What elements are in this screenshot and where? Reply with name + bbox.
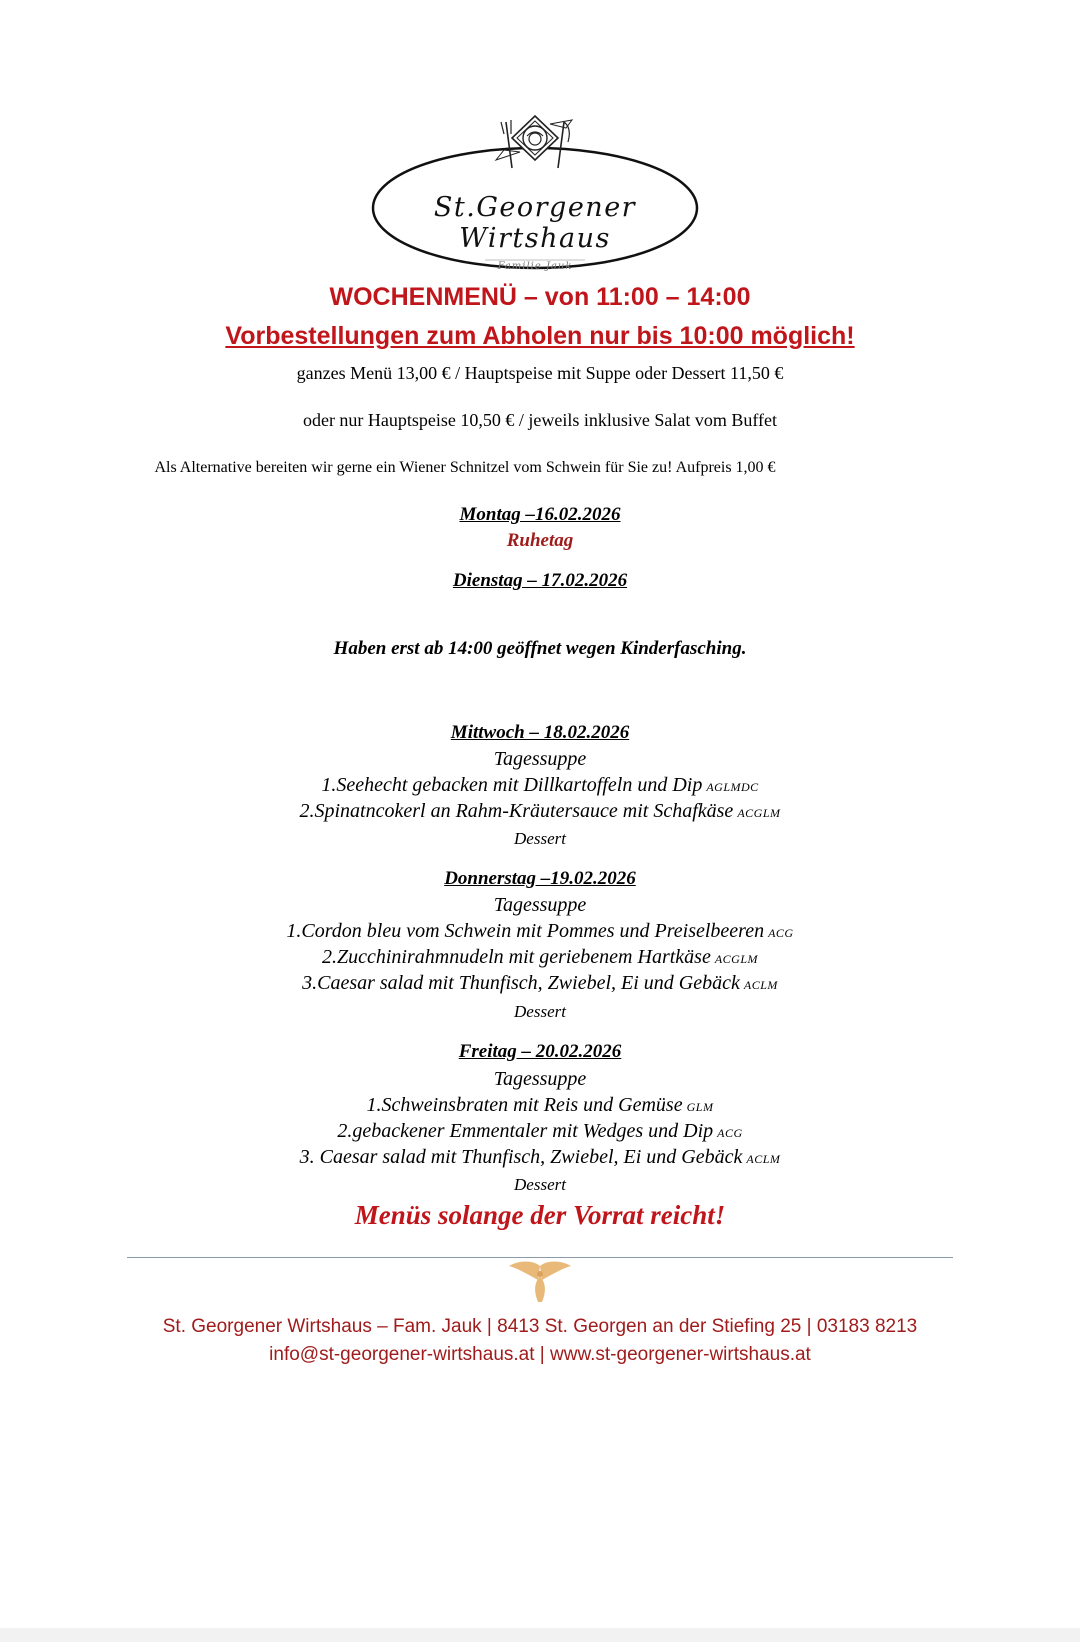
day-heading-wednesday: Mittwoch – 18.02.2026 <box>450 722 630 743</box>
dish-item: 2.Zucchinirahmnudeln mit geriebenem Hartkäse ACGLM <box>322 946 758 968</box>
dish-item: 1.Seehecht gebacken mit Dillkartoffeln und Dip AGLMDC <box>321 774 759 796</box>
preorder-notice: Vorbestellungen zum Abholen nur bis 10:00 möglich! <box>225 322 855 350</box>
footer-contact[interactable]: info@st-georgener-wirtshaus.at | www.st-georgener-wirtshaus.at <box>269 1344 811 1365</box>
allergen-codes: AGLMDC <box>706 780 759 794</box>
allergen-codes: ACGLM <box>737 806 781 820</box>
dessert-wednesday: Dessert <box>514 829 566 848</box>
alternative-note: Als Alternative bereiten wir gerne ein Wiener Schnitzel vom Schwein für Sie zu! Aufpreis 1,00 € <box>154 459 776 476</box>
leaf-ornament-icon <box>505 1258 575 1304</box>
logo-subline: Familie Jauk <box>497 261 573 272</box>
dish-item: 1.Schweinsbraten mit Reis und Gemüse GLM <box>366 1094 714 1116</box>
dessert-thursday: Dessert <box>514 1002 566 1021</box>
allergen-codes: ACGLM <box>714 952 758 966</box>
day-heading-monday: Montag –16.02.2026 <box>459 504 621 525</box>
dish-item: 1.Cordon bleu vom Schwein mit Pommes und Preiselbeeren ACG <box>286 920 794 942</box>
soup-friday: Tagessuppe <box>493 1068 587 1090</box>
dessert-friday: Dessert <box>514 1175 566 1194</box>
dish-item: 3.Caesar salad mit Thunfisch, Zwiebel, Ei und Gebäck ACLM <box>302 972 778 994</box>
dish-item: 2.gebackener Emmentaler mit Wedges und Dip ACG <box>337 1120 743 1142</box>
availability-note: Menüs solange der Vorrat reicht! <box>354 1200 726 1230</box>
menu-title: WOCHENMENÜ – von 11:00 – 14:00 <box>329 283 751 311</box>
dish-item: 2.Spinatncokerl an Rahm-Kräutersauce mit Schafkäse ACGLM <box>299 800 781 822</box>
allergen-codes: ACG <box>717 1126 743 1140</box>
allergen-codes: ACLM <box>746 1152 781 1166</box>
day-heading-thursday: Donnerstag –19.02.2026 <box>444 868 636 889</box>
allergen-codes: ACG <box>768 926 794 940</box>
soup-wednesday: Tagessuppe <box>493 748 587 770</box>
allergen-codes: GLM <box>686 1100 714 1114</box>
dish-item: 3. Caesar salad mit Thunfisch, Zwiebel, Ei und Gebäck ACLM <box>299 1146 781 1168</box>
day-heading-friday: Freitag – 20.02.2026 <box>458 1041 622 1062</box>
day-note-tuesday: Haben erst ab 14:00 geöffnet wegen Kinderfasching. <box>333 638 747 659</box>
footer-address: St. Georgener Wirtshaus – Fam. Jauk | 8413 St. Georgen an der Stiefing 25 | 03183 8213 <box>162 1316 918 1337</box>
price-line-2: oder nur Hauptspeise 10,50 € / jeweils inklusive Salat vom Buffet <box>302 410 778 430</box>
price-line-1: ganzes Menü 13,00 € / Hauptspeise mit Suppe oder Dessert 11,50 € <box>296 363 784 383</box>
soup-thursday: Tagessuppe <box>493 894 587 916</box>
page-bottom-edge <box>0 1628 1080 1642</box>
day-note-monday: Ruhetag <box>506 530 574 551</box>
allergen-codes: ACLM <box>743 978 778 992</box>
restaurant-logo <box>360 112 710 282</box>
logo-name: St.Georgener Wirtshaus <box>433 192 637 254</box>
day-heading-tuesday: Dienstag – 17.02.2026 <box>452 570 628 591</box>
